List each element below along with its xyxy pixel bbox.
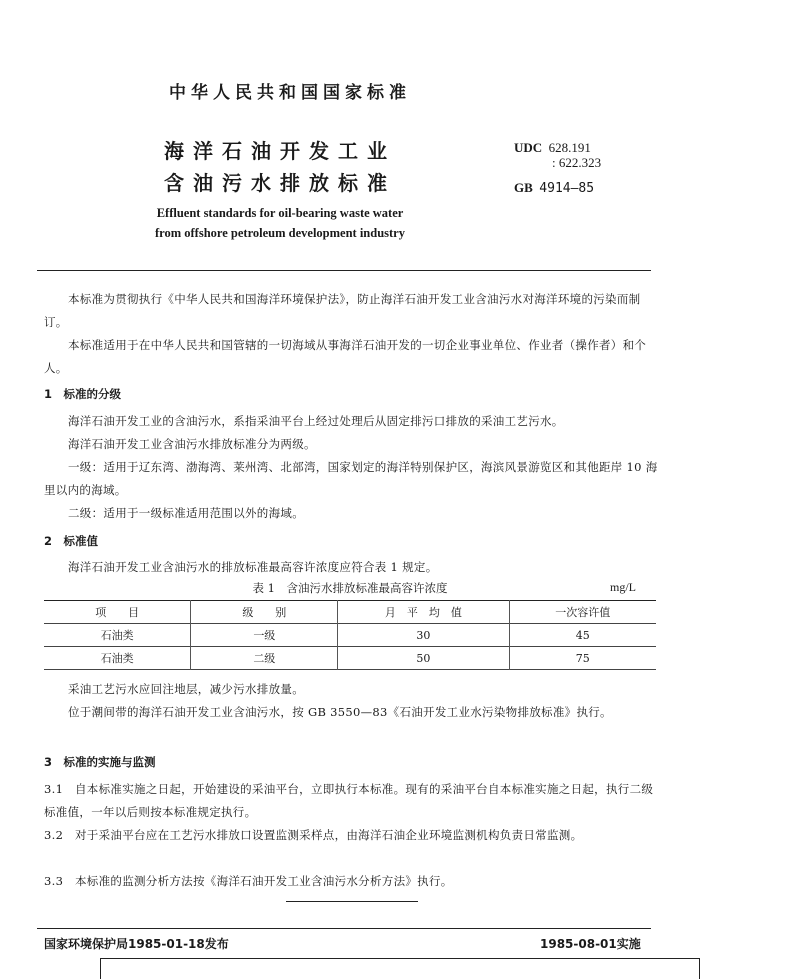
section-3-title: 3 标准的实施与监测 [44, 755, 156, 769]
section-3-clause-2: 3.2 对于采油平台应在工艺污水排放口设置监测采样点，由海洋石油企业环境监测机构负责日常监测。 [44, 828, 583, 842]
intro-paragraph-1: 本标准为贯彻执行《中华人民共和国海洋环境保护法》，防止海洋石油开发工业含油污水对海洋环境的污染而制订。 [44, 292, 641, 329]
next-page-frame [100, 958, 700, 979]
udc-label: UDC [514, 140, 543, 155]
section-1-title: 1 标准的分级 [44, 387, 122, 401]
section-1-paragraph-2: 海洋石油开发工业含油污水排放标准分为两级。 [68, 437, 316, 451]
table-cell-monthly-average: 50 [338, 647, 509, 670]
issue-date: 国家环境保护局1985-01-18发布 [44, 937, 229, 951]
table-cell-single-limit: 75 [509, 647, 656, 670]
table-row [44, 624, 656, 647]
udc-code-2: : 622.323 [552, 155, 602, 170]
issuing-country-header: 中华人民共和国国家标准 [169, 83, 411, 103]
top-rule [37, 270, 651, 271]
section-1-paragraph-3: 一级：适用于辽东湾、渤海湾、莱州湾、北部湾，国家划定的海洋特别保护区，海滨风景游览区和其他距岸 10 海里以内的海域。 [44, 460, 658, 497]
column-header-monthly-average: 月 平 均 值 [338, 601, 509, 624]
udc-code-1: 628.191 [548, 140, 591, 155]
title-en-line-2: from offshore petroleum development industry [155, 226, 405, 240]
gb-number: 4914—85 [539, 181, 595, 196]
title-cn-line-2: 含油污水排放标准 [164, 171, 396, 195]
column-header-single-limit: 一次容许值 [509, 601, 656, 624]
section-1-paragraph-1: 海洋石油开发工业的含油污水，系指采油平台上经过处理后从固定排污口排放的采油工艺污水。 [68, 414, 564, 428]
table-header-row [44, 601, 656, 624]
limits-table [44, 600, 656, 670]
section-1-paragraph-4: 二级：适用于一级标准适用范围以外的海域。 [68, 506, 304, 520]
table-unit: mg/L [610, 580, 636, 594]
table-row [44, 647, 656, 670]
table-caption: 表 1 含油污水排放标准最高容许浓度 [252, 581, 448, 595]
column-header-grade: 级 别 [191, 601, 338, 624]
footer-rule [37, 928, 651, 929]
column-header-item: 项 目 [95, 606, 140, 619]
table-cell-item: 石油类 [100, 629, 134, 642]
table-cell-item: 石油类 [100, 652, 134, 665]
title-cn-line-1: 海洋石油开发工业 [164, 139, 396, 163]
section-3-clause-1: 3.1 自本标准实施之日起，开始建设的采油平台，立即执行本标准。现有的采油平台自本标准实施之日起，执行二级标准值，一年以后则按本标准规定执行。 [44, 782, 654, 819]
table-cell-grade: 一级 [191, 624, 338, 647]
section-3-clause-3: 3.3 本标准的监测分析方法按《海洋石油开发工业含油污水分析方法》执行。 [44, 874, 453, 888]
table-cell-grade: 二级 [191, 647, 338, 670]
intro-paragraph-2: 本标准适用于在中华人民共和国管辖的一切海域从事海洋石油开发的一切企业事业单位、作业者（操作者）和个人。 [44, 338, 647, 375]
section-2-paragraph-1: 海洋石油开发工业含油污水的排放标准最高容许浓度应符合表 1 规定。 [68, 560, 438, 574]
effective-date: 1985-08-01实施 [540, 937, 641, 951]
table-cell-single-limit: 45 [509, 624, 656, 647]
udc-block [514, 140, 601, 196]
gb-label: GB [514, 180, 533, 195]
section-2-paragraph-3: 位于潮间带的海洋石油开发工业含油污水，按 GB 3550—83《石油开发工业水污染物排放标准》执行。 [68, 705, 612, 719]
section-2-title: 2 标准值 [44, 534, 99, 548]
end-rule [286, 901, 418, 902]
section-2-paragraph-2: 采油工艺污水应回注地层，减少污水排放量。 [68, 682, 304, 696]
table-cell-monthly-average: 30 [338, 624, 509, 647]
title-en-line-1: Effluent standards for oil-bearing waste water [156, 206, 404, 220]
